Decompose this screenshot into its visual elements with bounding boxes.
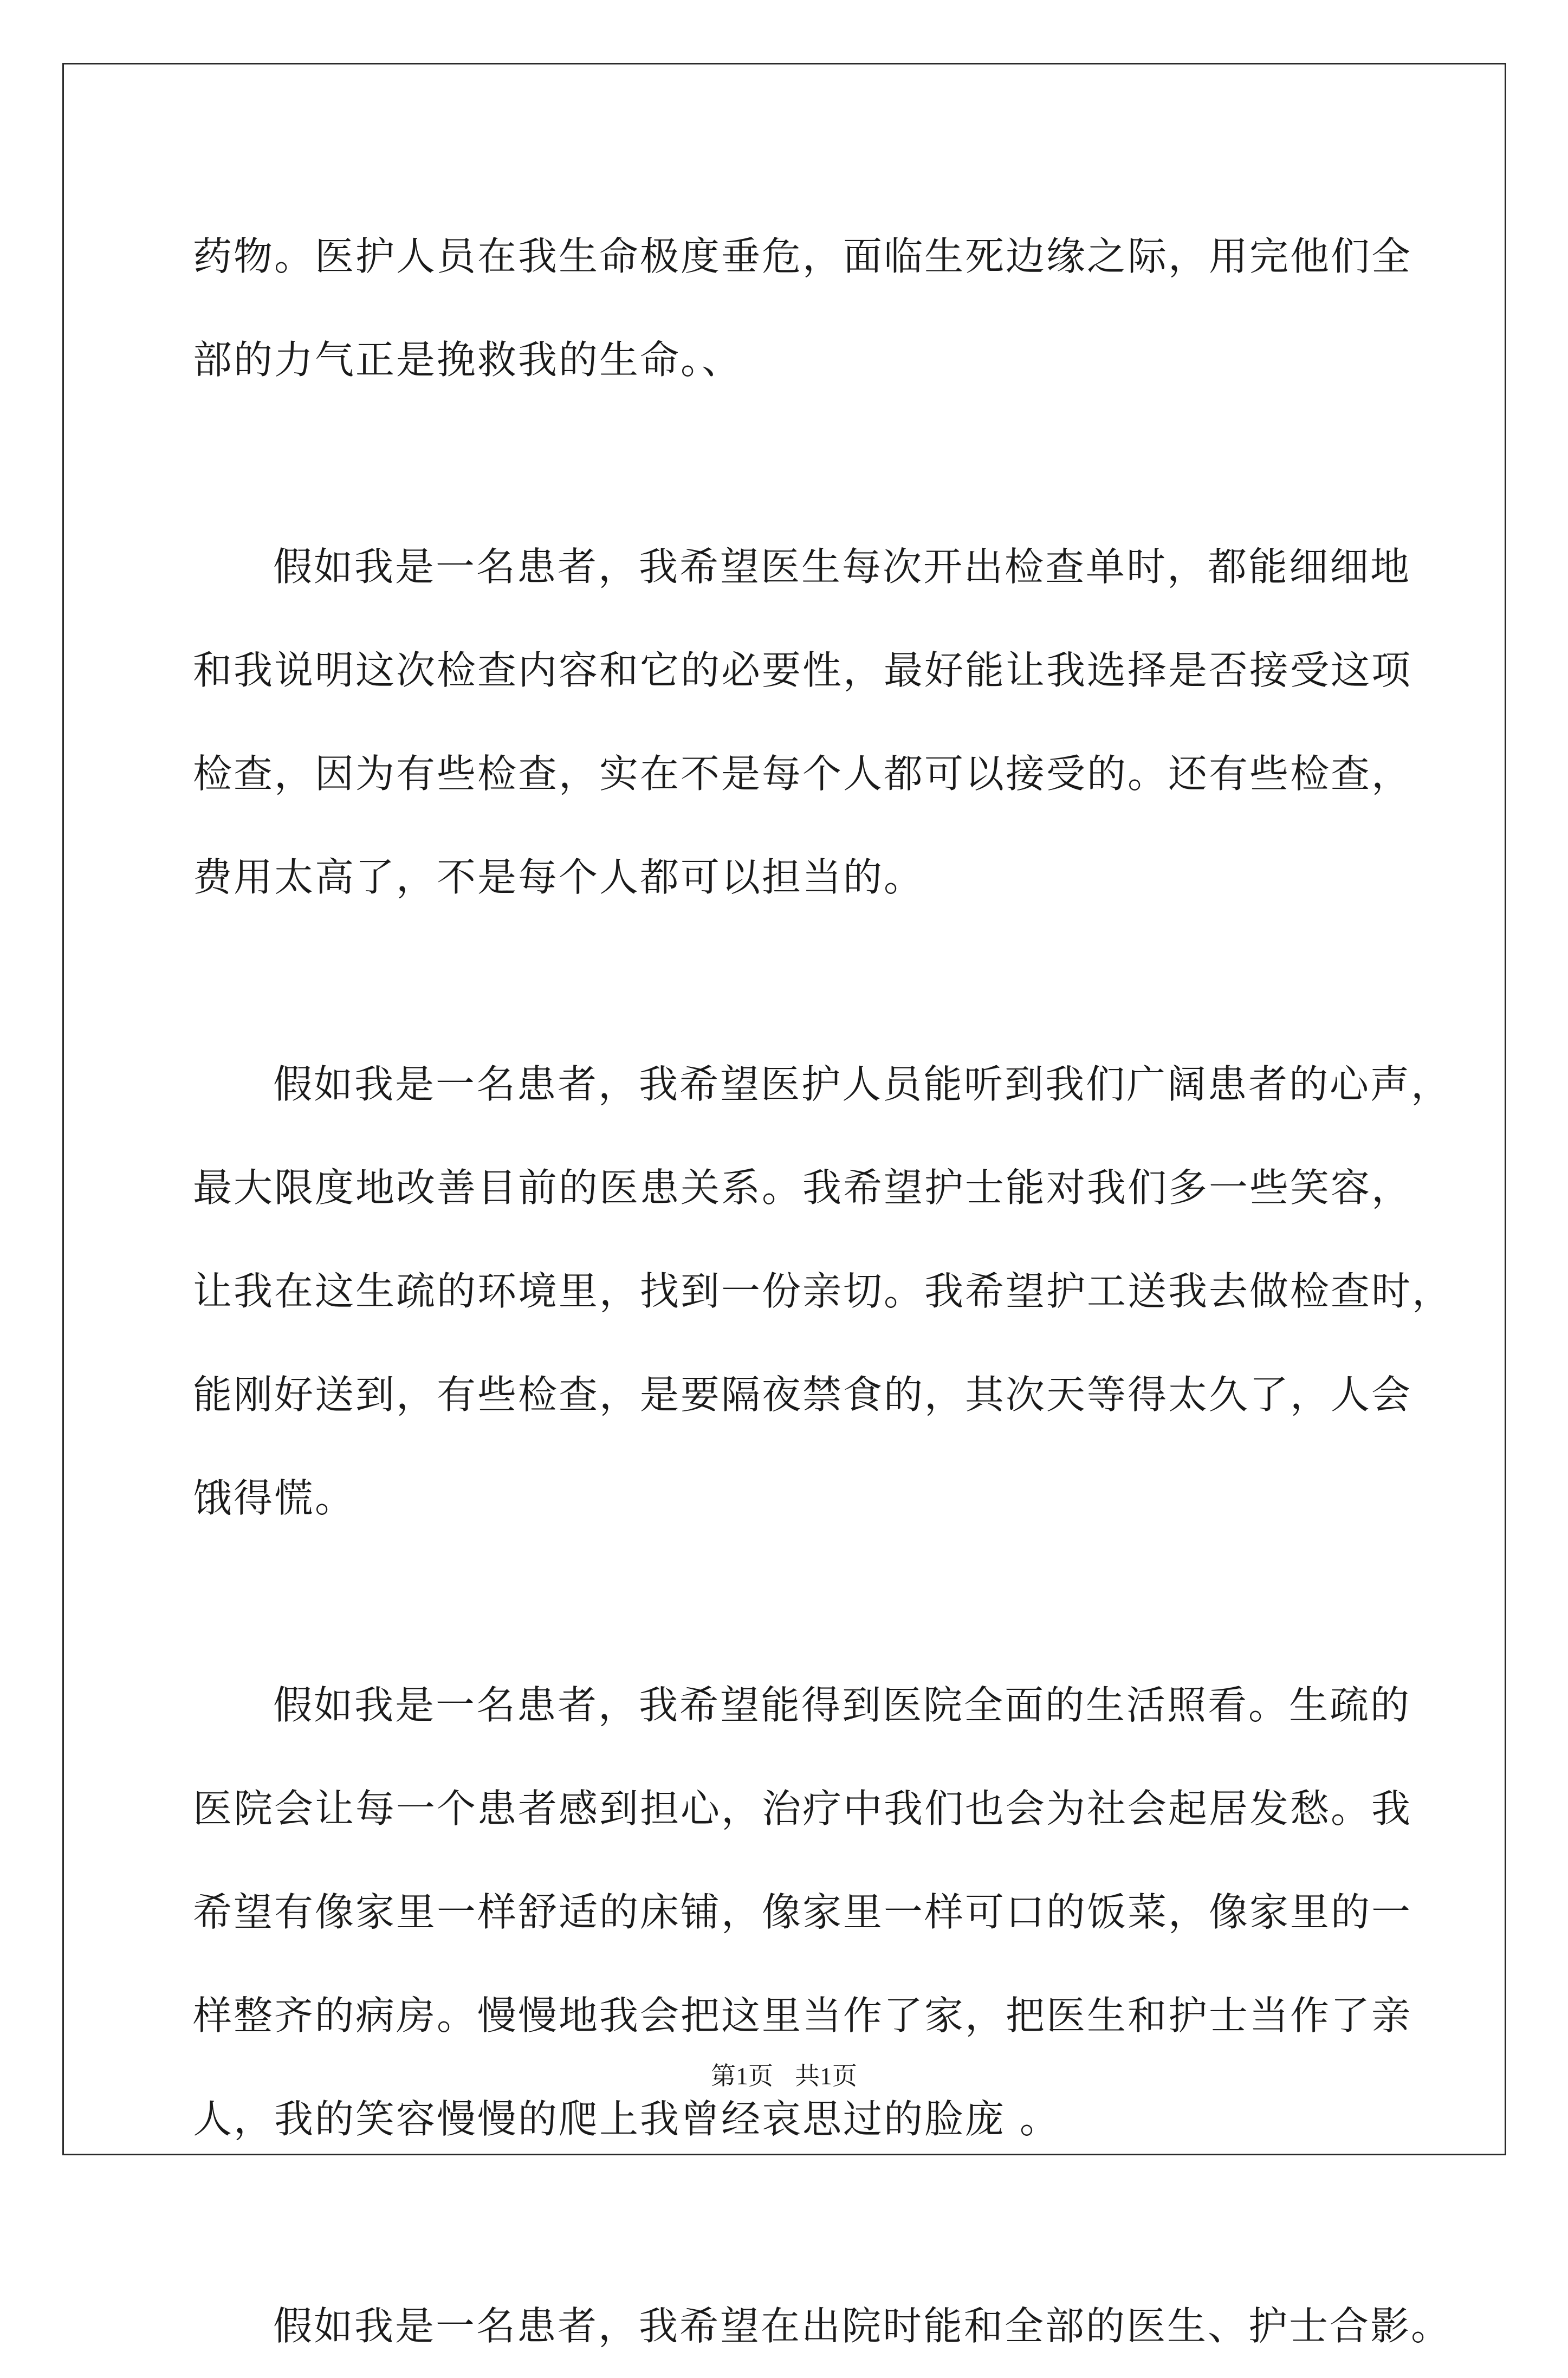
paragraph-gap — [193, 1550, 1379, 1654]
page-number-total: 共1页 — [795, 2062, 857, 2090]
paragraph — [193, 205, 1413, 412]
text-line: 检查，因为有些检查，实在不是每个人都可以接受的。还有些检查， — [193, 751, 1413, 796]
text-line: 能刚好送到，有些检查，是要隔夜禁食的，其次天等得太久了，人会 — [193, 1372, 1413, 1417]
text-line: 饿得慌。 — [193, 1475, 356, 1521]
paragraph — [193, 515, 1413, 929]
text-line: 假如我是一名患者，我希望医护人员能听到我们广阔患者的心声， — [273, 1061, 1452, 1107]
text-line: 假如我是一名患者，我希望医生每次开出检查单时，都能细细地 — [273, 544, 1411, 589]
paragraph-gap — [193, 929, 1379, 1033]
paragraph — [193, 1033, 1453, 1550]
text-line: 假如我是一名患者，我希望在出院时能和全部的医生、护士合影。 — [273, 2303, 1452, 2349]
text-line: 药物。医护人员在我生命极度垂危，面临生死边缘之际，用完他们全 — [193, 234, 1413, 279]
text-line: 让我在这生疏的环境里，找到一份亲切。我希望护工送我去做检查时， — [193, 1268, 1453, 1314]
paragraph-gap — [193, 412, 1379, 515]
text-line: 样整齐的病房。慢慢地我会把这里当作了家，把医生和护士当作了亲 — [193, 1993, 1413, 2038]
paragraph-gap — [193, 2171, 1379, 2275]
text-line: 希望有像家里一样舒适的床铺，像家里一样可口的饭菜，像家里的一 — [193, 1889, 1413, 1935]
page-footer — [0, 2056, 1568, 2092]
paragraph — [193, 2275, 1452, 2378]
document-body — [193, 205, 1453, 2378]
text-line: 医院会让每一个患者感到担心，治疗中我们也会为社会起居发愁。我 — [193, 1786, 1413, 1831]
text-line: 人，我的笑容慢慢的爬上我曾经哀思过的脸庞 。 — [193, 2096, 1060, 2142]
text-line: 和我说明这次检查内容和它的必要性，最好能让我选择是否接受这项 — [193, 647, 1413, 693]
text-line: 假如我是一名患者，我希望能得到医院全面的生活照看。生疏的 — [273, 1682, 1411, 1728]
paragraph — [193, 1654, 1413, 2171]
text-line: 部的力气正是挽救我的生命。、 — [193, 337, 743, 383]
text-line: 最大限度地改善目前的医患关系。我希望护士能对我们多一些笑容， — [193, 1165, 1413, 1210]
text-line: 费用太高了，不是每个人都可以担当的。 — [193, 854, 925, 900]
page-number-current: 第1页 — [711, 2062, 773, 2090]
